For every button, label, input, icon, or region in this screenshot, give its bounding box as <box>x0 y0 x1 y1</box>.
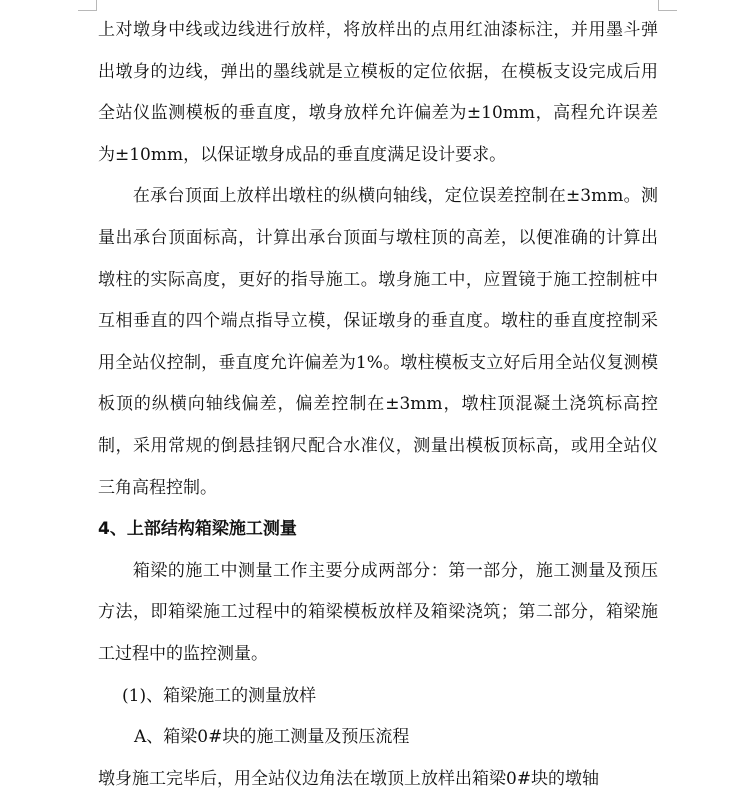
page-corner-mark-left <box>78 0 97 11</box>
paragraph-pier-column-axis: 在承台顶面上放样出墩柱的纵横向轴线，定位误差控制在±3mm。测量出承台顶面标高，计算出承台顶面与墩柱顶的高差，以便准确的计算出墩柱的实际高度，更好的指导施工。墩身施工中，应置镜于施工控制桩中互相垂直的四个端点指导立模，保证墩身的垂直度。墩柱的垂直度控制采用全站仪控制，垂直度允许偏差为1%。墩柱模板支立好后用全站仪复测模板顶的纵横向轴线偏差，偏差控制在±3mm，墩柱顶混凝土浇筑标高控制，采用常规的倒悬挂钢尺配合水准仪，测量出模板顶标高，或用全站仪三角高程控制。 <box>98 186 658 498</box>
document-page <box>98 10 658 800</box>
subheading-block-0: A、箱梁0#块的施工测量及预压流程 <box>134 727 410 748</box>
paragraph-block-0-start: 墩身施工完毕后，用全站仪边角法在墩顶上放样出箱梁0#块的墩轴 <box>98 768 600 789</box>
paragraph-box-girder-intro: 箱梁的施工中测量工作主要分成两部分：第一部分，施工测量及预压方法，即箱梁施工过程中的箱梁模板放样及箱梁浇筑；第二部分，箱梁施工过程中的监控测量。 <box>98 560 658 664</box>
paragraph-pier-stakeout: 上对墩身中线或边线进行放样，将放样出的点用红油漆标注，并用墨斗弹出墩身的边线，弹出的墨线就是立模板的定位依据，在模板支设完成后用全站仪监测模板的垂直度，墩身放样允许偏差为±10mm，高程允许误差为±10mm，以保证墩身成品的垂直度满足设计要求。 <box>98 20 658 165</box>
subheading-stakeout: (1)、箱梁施工的测量放样 <box>122 685 317 706</box>
page-corner-mark-right <box>658 0 677 11</box>
section-heading: 4、上部结构箱梁施工测量 <box>98 519 297 540</box>
